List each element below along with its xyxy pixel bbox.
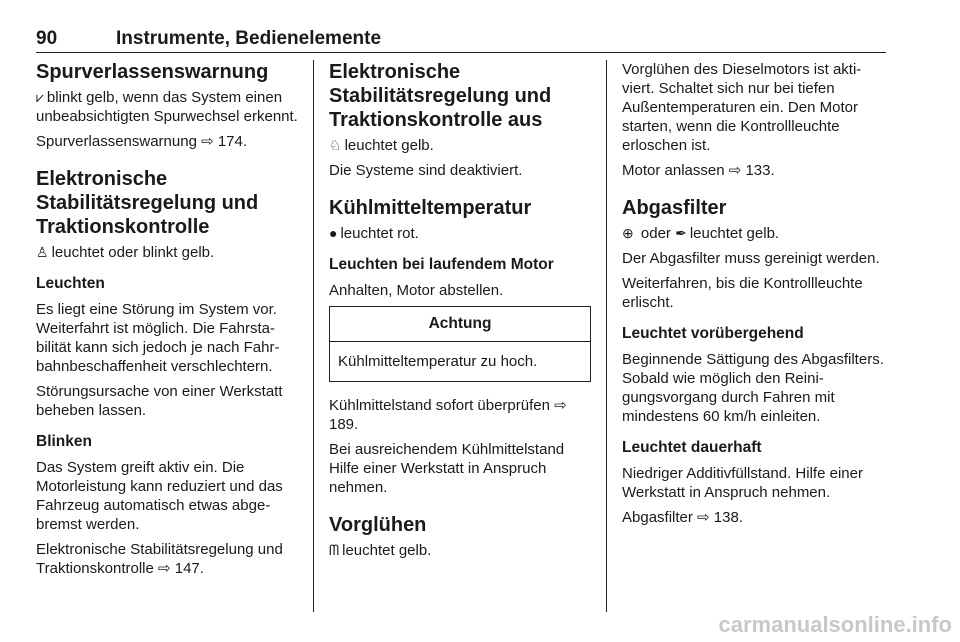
section-title-exhaust-filter: Abgasfilter — [622, 197, 727, 219]
section-title-stability-off: Elektronische Stabilitätsregelung und Traktionskontrolle aus — [329, 61, 552, 131]
column-divider — [606, 60, 607, 612]
section-title-preheat: Vorglühen — [329, 514, 427, 536]
glow-plug-icon: ᗰ — [329, 542, 340, 558]
subheading-permanent: Leuchtet dauerhaft — [622, 439, 762, 456]
paragraph: ᗰ leuchtet gelb. — [329, 542, 432, 559]
paragraph: Anhalten, Motor abstellen. — [329, 282, 504, 299]
paragraph: Das System greift aktiv ein. Die Motorleistung kann reduziert und das Fahrzeug automatisch etwas abgebremst werden. — [36, 459, 283, 533]
subheading-blinken: Blinken — [36, 433, 92, 450]
section-title-lane-departure: Spurverlassenswarnung — [36, 61, 269, 83]
exhaust-filter-icon: ⊕ — [622, 225, 634, 241]
paragraph: ⊕ oder ✒ leuchtet gelb. — [622, 225, 780, 242]
section-title-stability: Elektronische Stabilitätsregelung und Traktionskontrolle — [36, 168, 259, 238]
paragraph: ● leuchtet rot. — [329, 225, 419, 242]
column-2 — [329, 60, 591, 566]
subheading-leuchten: Leuchten — [36, 275, 105, 292]
paragraph: Der Abgasfilter muss gereinigt werden. — [622, 250, 880, 267]
page-number: 90 — [36, 28, 58, 49]
warning-box — [329, 306, 591, 382]
coolant-icon: ● — [329, 225, 338, 241]
paragraph: Bei ausreichendem Kühlmittelstand Hilfe einer Werkstatt in Anspruch nehmen. — [329, 441, 565, 496]
lane-departure-icon: ⩗ — [36, 89, 44, 105]
page-title: Instrumente, Bedienelemente — [116, 28, 382, 49]
paragraph: Störungsursache von einer Werkstatt beheben lassen. — [36, 383, 283, 419]
paragraph: Beginnende Sättigung des Abgasfilters. Sobald wie möglich den Reinigungsvorgang durch Fahren mit mindestens 60 km/h einleiten. — [622, 351, 884, 425]
warning-box-title: Achtung — [330, 307, 590, 342]
cross-reference: Spurverlassenswarnung ⇨ 174. — [36, 133, 248, 150]
paragraph: Vorglühen des Dieselmotors ist aktiviert. Schaltet sich nur bei tiefen Außentemperaturen ein. Den Motor starten, wenn die Kontrollleuchte erloschen ist. — [622, 61, 862, 154]
cross-reference: Elektronische Stabilitätsregelung und Traktionskontrolle ⇨ 147. — [36, 541, 283, 577]
cross-reference: Kühlmittelstand sofort überprüfen ⇨ 189. — [329, 397, 567, 433]
column-1 — [36, 60, 298, 584]
paragraph: Weiterfahren, bis die Kontrollleuchte erlischt. — [622, 275, 863, 311]
subheading-running-engine: Leuchten bei laufendem Motor — [329, 256, 554, 273]
paragraph: ♘ leuchtet gelb. — [329, 137, 434, 154]
paragraph: Niedriger Additivfüllstand. Hilfe einer Werkstatt in Anspruch nehmen. — [622, 465, 863, 501]
paragraph: ♙ leuchtet oder blinkt gelb. — [36, 244, 215, 261]
warning-box-body: Kühlmitteltemperatur zu hoch. — [338, 353, 538, 370]
paragraph: Es liegt eine Störung im System vor. Weiterfahrt ist möglich. Die Fahrstabilität kann sich jedoch je nach Fahrbahnbeschaffenheit verschlechtern. — [36, 301, 280, 375]
paragraph: ⩗ blinkt gelb, wenn das System einen unbeabsichtigten Spurwechsel erkennt. — [36, 89, 298, 125]
subheading-temporary: Leuchtet vorübergehend — [622, 325, 804, 342]
esc-off-icon: ♘ — [329, 137, 342, 153]
wrench-icon: ✒ — [675, 225, 687, 241]
section-title-coolant: Kühlmitteltemperatur — [329, 197, 532, 219]
paragraph: Die Systeme sind deaktiviert. — [329, 162, 523, 179]
column-divider — [313, 60, 314, 612]
cross-reference: Abgasfilter ⇨ 138. — [622, 509, 743, 526]
page-header — [36, 28, 886, 54]
watermark: carmanualsonline.info — [718, 612, 952, 637]
esc-icon: ♙ — [36, 244, 49, 260]
header-rule — [36, 52, 886, 53]
column-3 — [622, 60, 884, 533]
cross-reference: Motor anlassen ⇨ 133. — [622, 162, 775, 179]
